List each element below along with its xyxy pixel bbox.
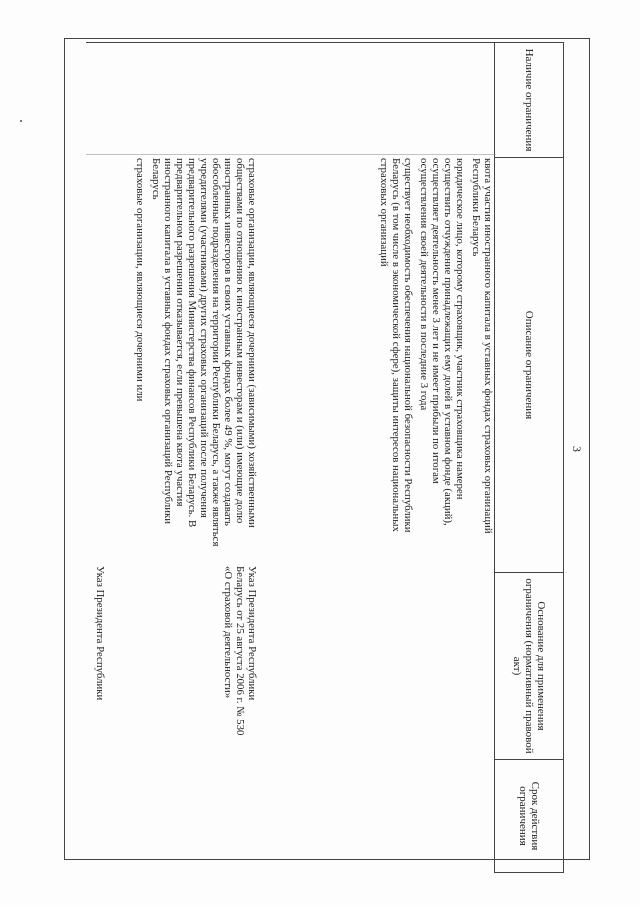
block2-description <box>130 158 258 556</box>
block2-basis: Указ Президента Республики Беларусь от 25 августа 2006 г. № 530 «О страховой деятельности» <box>222 566 258 736</box>
header-description: Описание ограничения <box>495 158 564 573</box>
table-body <box>86 42 496 852</box>
table-left-edge <box>86 42 496 43</box>
block1-para1: квота участия иностранного капитала в уставных фондах страховых организаций Республики Беларусь <box>470 158 494 534</box>
column-rule <box>86 154 496 155</box>
block1-para3: существует необходимость обеспечения национальной безопасности Республики Беларусь (в том числе в экономической сфере), защиты интересов национальных страховых организаций <box>378 158 414 533</box>
rotated-content <box>64 38 590 860</box>
header-presence: Наличие ограничения <box>495 43 564 158</box>
page-number: 3 <box>570 446 584 452</box>
block2-desc: страховые организации, являющиеся дочерними (зависимыми) хозяйственными обществами по отношению к иностранным инвесторам и (или) имеющие долю иностранных инвесторов в своих уставных фондах более 49 %, могут создавать обособленные подразделения на территории Республики Беларусь, а также являться учредителями (участниками) других страховых организаций после получения предварительного разрешения Министерства финансов Республики Беларусь. В предварительном разрешении отказывается, если превышена квота участия иностранного капитала в уставных фондах страховых организаций Республики Беларусь <box>150 158 258 547</box>
block1-para2: юридическое лицо, которому страховщик, участник страховщика намерен осуществить отчуждение принадлежащих ему долей в уставном фонде (акций), осуществляет деятельность менее 3 лет и не имеет прибыли по итогам осуществления своей деятельности в последние 3 года <box>418 158 466 526</box>
block3-basis: Указ Президента Республики <box>94 566 106 701</box>
scan-speck <box>20 120 22 122</box>
block1-description <box>374 158 494 556</box>
header-legal-basis: Основание для применения ограничения (нормативный правовой акт) <box>495 573 564 760</box>
header-duration: Срок действия ограничения <box>495 760 564 873</box>
table-header-row <box>495 43 564 873</box>
block3-desc: страховые организации, являющиеся дочерними или <box>134 158 146 402</box>
restrictions-table <box>494 42 564 873</box>
